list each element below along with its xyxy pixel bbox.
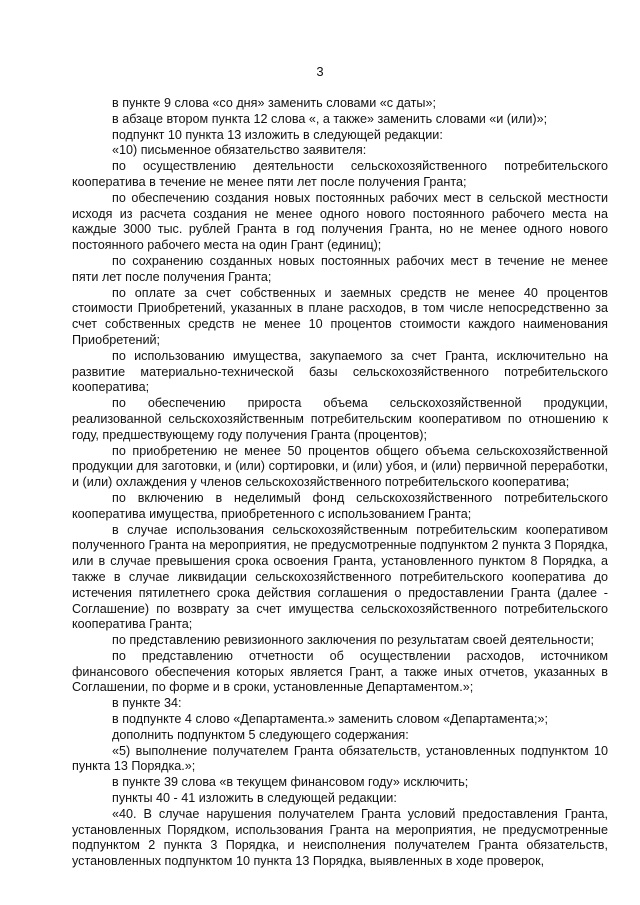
paragraph: по оплате за счет собственных и заемных средств не менее 40 процентов стоимости Приобретений, указанных в плане расходов, в том числе непосредственно за счет собственных средств не менее 10 процентов стоимости каждого наименования Приобретений; xyxy=(72,285,608,347)
paragraph: по представлению отчетности об осуществлении расходов, источником финансового обеспечения которых является Грант, а также иных отчетов, указанных в Соглашении, по форме и в сроки, установленные Департаментом.»; xyxy=(72,648,608,695)
paragraph: по обеспечению прироста объема сельскохозяйственной продукции, реализованной сельскохозяйственным потребительским кооперативом по отношению к году, предшествующему году получения Гранта (процентов); xyxy=(72,396,608,442)
paragraph: по включению в неделимый фонд сельскохозяйственного потребительского кооператива имущества, приобретенного с использованием Гранта; xyxy=(72,490,608,521)
paragraph: «10) письменное обязательство заявителя: xyxy=(112,143,367,158)
paragraph: в пункте 39 слова «в текущем финансовом году» исключить; xyxy=(112,775,469,790)
paragraph: по осуществлению деятельности сельскохозяйственного потребительского кооператива в течение не менее пяти лет после получения Гранта; xyxy=(72,159,608,189)
paragraph: в пункте 9 слова «со дня» заменить словами «с даты»; xyxy=(112,96,436,110)
paragraph: «5) выполнение получателем Гранта обязательств, установленных подпунктом 10 пункта 13 Порядка.»; xyxy=(72,743,608,774)
paragraph: по представлению ревизионного заключения по результатам своей деятельности; xyxy=(112,633,594,648)
paragraph: «40. В случае нарушения получателем Гранта условий предоставления Гранта, установленных Порядком, использования Гранта на мероприятия, не предусмотренные подпунктом 2 пункта 3 Порядка, и неисполнения получателем Гранта обязательств, установленных подпунктом 10 пункта 13 Порядка, выявленных в ходе проверок, xyxy=(72,806,608,869)
paragraph: в подпункте 4 слово «Департамента.» заменить словом «Департамента;»; xyxy=(112,712,548,727)
paragraph: в абзаце втором пункта 12 слова «, а также» заменить словами «и (или)»; xyxy=(112,111,548,126)
paragraph: в пункте 34: xyxy=(112,696,182,711)
paragraph: пункты 40 - 41 изложить в следующей редакции: xyxy=(112,791,397,806)
paragraph: по приобретению не менее 50 процентов общего объема сельскохозяйственной продукции для заготовки, и (или) сортировки, и (или) убоя, и (или) первичной переработки, и (или) охлаждения у членов сельскохозяйственного потребительского кооператива; xyxy=(72,443,608,490)
paragraph: дополнить подпунктом 5 следующего содержания: xyxy=(112,727,409,742)
paragraph: по использованию имущества, закупаемого за счет Гранта, исключительно на развитие материально-технической базы сельскохозяйственного потребительского кооператива; xyxy=(72,348,608,395)
paragraph: по обеспечению создания новых постоянных рабочих мест в сельской местности исходя из расчета создания не менее одного нового постоянного рабочего места на каждые 3000 тыс. рублей Гранта в год получения Гранта, но не менее одного нового постоянного рабочего места на один Грант (единиц); xyxy=(72,190,608,253)
paragraph: в случае использования сельскохозяйственным потребительским кооперативом полученного Гранта на мероприятия, не предусмотренные подпунктом 2 пункта 3 Порядка, или в случае превышения срока освоения Гранта, установленного пунктом 8 Порядка, а также в случае ликвидации сельскохозяйственного потребительского кооператива до истечения пятилетнего срока действия соглашения о предоставлении Гранта (далее - Соглашение) по возврату за счет имущества сельскохозяйственного потребительского кооператива Гранта; xyxy=(72,522,608,632)
document-body xyxy=(72,96,608,870)
page-number: 3 xyxy=(316,64,324,79)
paragraph: подпункт 10 пункта 13 изложить в следующей редакции: xyxy=(112,127,443,142)
paragraph: по сохранению созданных новых постоянных рабочих мест в течение не менее пяти лет после получения Гранта; xyxy=(72,253,608,284)
